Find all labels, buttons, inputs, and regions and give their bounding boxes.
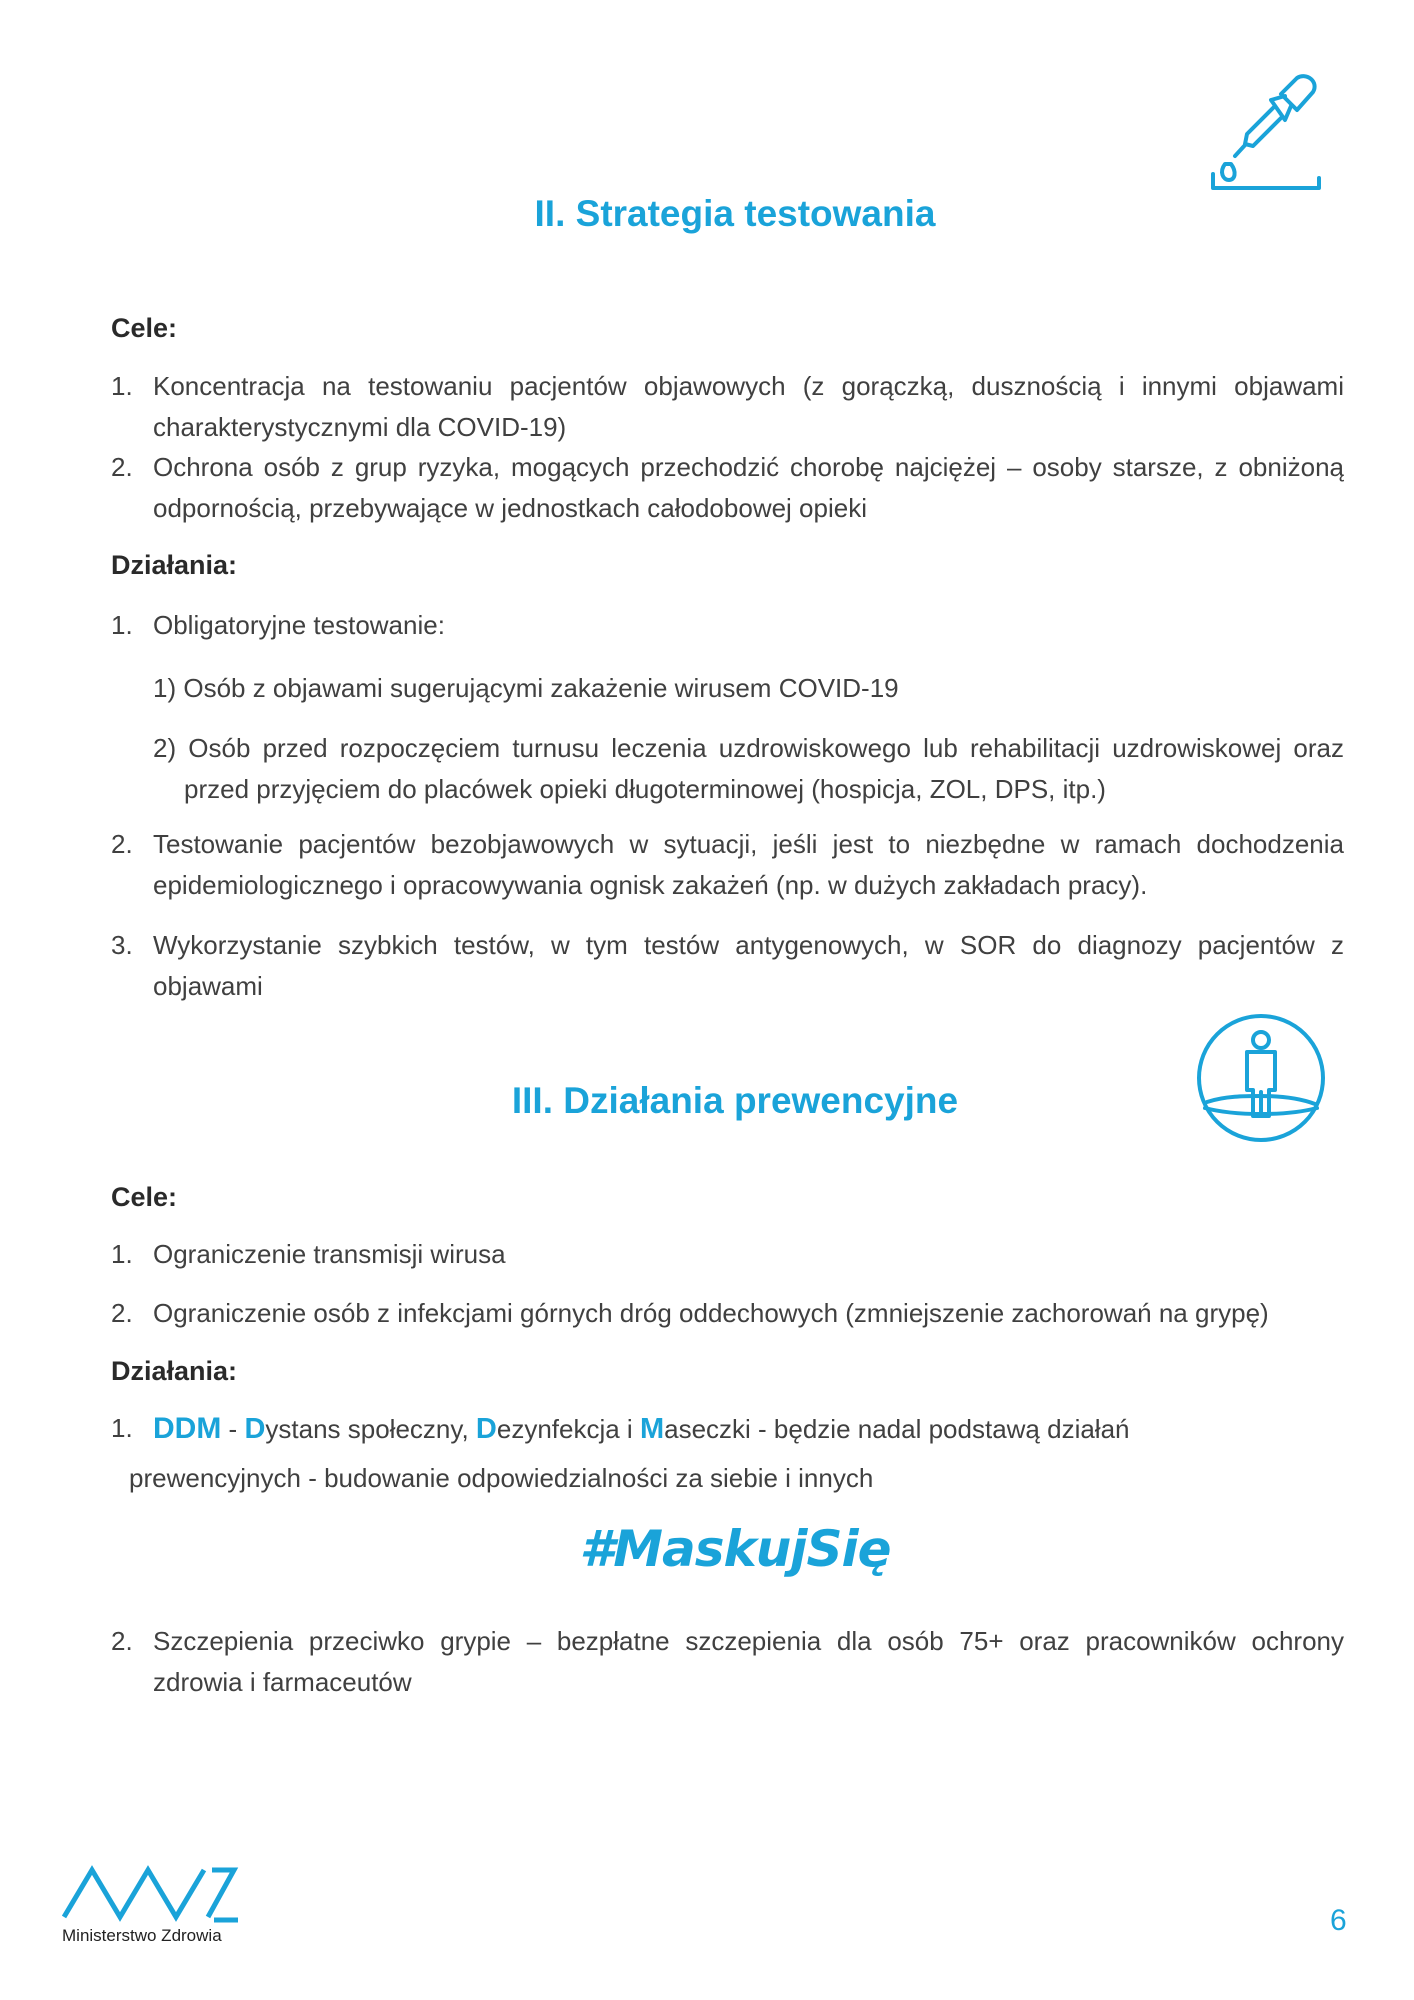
ministry-logo-text: Ministerstwo Zdrowia [62, 1926, 222, 1945]
list-item [111, 1621, 1344, 1703]
list-item [111, 366, 1344, 448]
ddm-letter-d2: D [475, 1413, 497, 1445]
list-number: 1. [111, 1239, 133, 1269]
ddm-letter-m: M [639, 1413, 665, 1445]
goals-label: Cele: [111, 313, 178, 343]
list-item [111, 925, 1344, 1007]
list-item [111, 605, 1344, 646]
list-number: 1. [111, 371, 133, 401]
ddm-acronym: DDM [153, 1412, 222, 1445]
page-number: 6 [1330, 1904, 1347, 1937]
list-number: 2. [111, 829, 133, 859]
pipette-icon [1205, 70, 1325, 195]
actions-label: Działania: [111, 1356, 238, 1386]
list-number: 3. [111, 930, 133, 960]
ddm-separator: - [221, 1414, 245, 1444]
sub-list-item [153, 668, 1344, 709]
list-number: 2. [111, 452, 133, 482]
sub-list-text: 1) Osób z objawami sugerującymi zakażenie wirusem COVID-19 [153, 673, 899, 703]
ddm-continuation: prewencyjnych - budowanie odpowiedzialności za siebie i innych [129, 1463, 874, 1493]
ddm-letter-d1: D [244, 1413, 266, 1445]
list-text: Obligatoryjne testowanie: [153, 610, 445, 640]
ddm-word-masks: aseczki - będzie nadal podstawą działań [664, 1414, 1130, 1444]
list-number: 1. [111, 1413, 133, 1443]
ddm-word-disinfection: ezynfekcja i [496, 1414, 640, 1444]
list-item [111, 1234, 1344, 1275]
ddm-item [111, 1408, 1344, 1450]
sub-list-text: 2) Osób przed rozpoczęciem turnusu leczenia uzdrowiskowego lub rehabilitacji uzdrowiskowej oraz przed przyjęciem do placówek opieki długoterminowej (hospicja, ZOL, DPS, itp.) [153, 733, 1344, 804]
list-text: Koncentracja na testowaniu pacjentów objawowych (z gorączką, dusznością i innymi objawami charakterystycznymi dla COVID-19) [153, 371, 1344, 442]
section-title-prevention: III. Działania prewencyjne [511, 1080, 959, 1121]
ministry-logo-icon [62, 1862, 242, 1924]
list-text: Ograniczenie transmisji wirusa [153, 1239, 506, 1269]
person-circle-icon [1195, 1012, 1327, 1144]
list-number: 2. [111, 1626, 133, 1656]
list-item [111, 447, 1344, 529]
actions-label: Działania: [111, 550, 238, 580]
list-text: Szczepienia przeciwko grypie – bezpłatne szczepienia dla osób 75+ oraz pracowników ochrony zdrowia i farmaceutów [153, 1626, 1344, 1697]
list-text: Wykorzystanie szybkich testów, w tym testów antygenowych, w SOR do diagnozy pacjentów z objawami [153, 930, 1344, 1001]
list-text: Ochrona osób z grup ryzyka, mogących przechodzić chorobę najciężej – osoby starsze, z obniżoną odpornością, przebywające w jednostkach całodobowej opieki [153, 452, 1344, 523]
ddm-word-distance: ystans społeczny, [265, 1414, 476, 1444]
list-text: Testowanie pacjentów bezobjawowych w sytuacji, jeśli jest to niezbędne w ramach dochodzenia epidemiologicznego i opracowywania ognisk zakażeń (np. w dużych zakładach pracy). [153, 829, 1344, 900]
goals-label: Cele: [111, 1182, 178, 1212]
hashtag-masks: #MaskujSię [579, 1520, 891, 1578]
list-item [111, 1293, 1344, 1334]
list-number: 1. [111, 610, 133, 640]
list-number: 2. [111, 1298, 133, 1328]
list-text: Ograniczenie osób z infekcjami górnych dróg oddechowych (zmniejszenie zachorowań na grypę) [153, 1298, 1269, 1328]
section-title-testing: II. Strategia testowania [534, 193, 936, 234]
list-item [111, 824, 1344, 906]
sub-list-item [153, 728, 1344, 810]
